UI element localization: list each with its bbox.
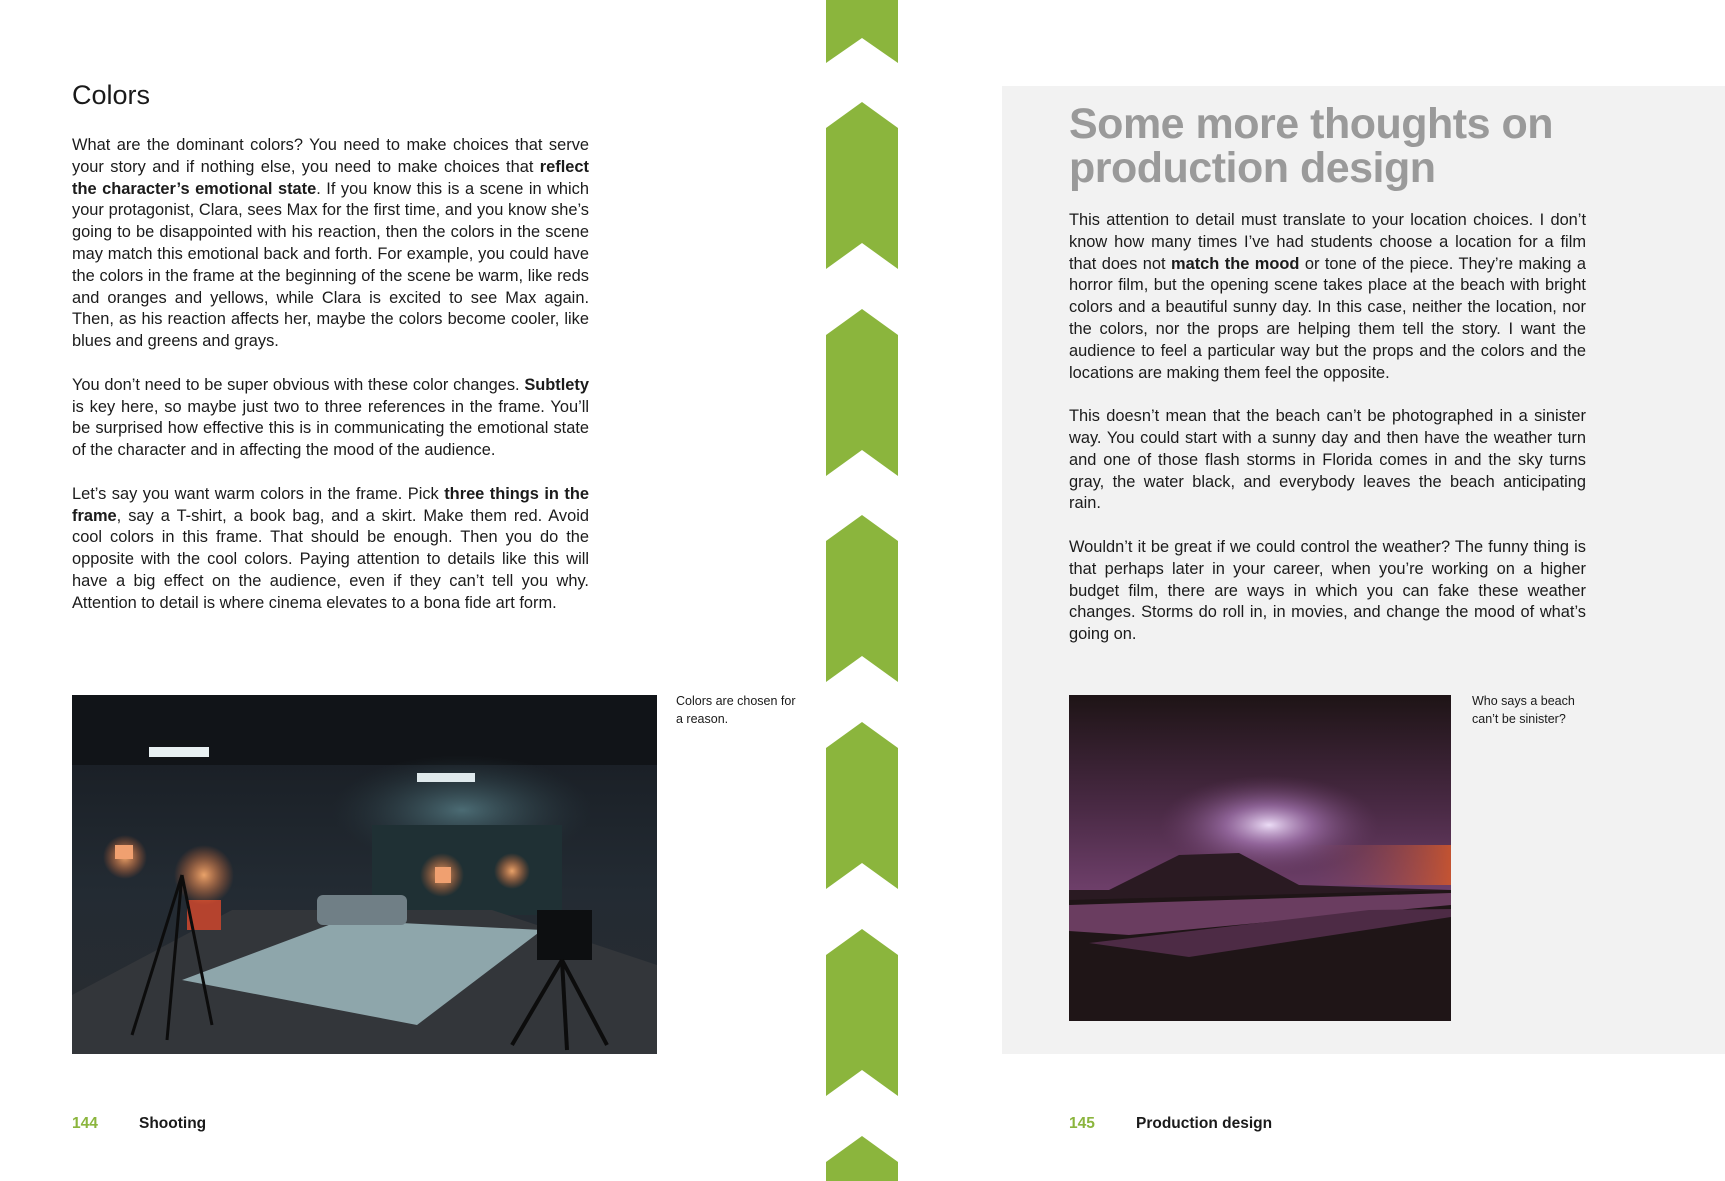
body-paragraph (72, 375, 589, 462)
paragraph-text: is key here, so maybe just two to three references in the frame. You’ll be surprised how effective this is in communicating the emotional state of the character and in affecting the mood of the audience. (72, 397, 589, 460)
spine-chevron-strip (826, 0, 898, 1181)
right-body-text (1069, 210, 1586, 668)
chevron-arrow-icons (826, 0, 898, 1181)
right-running-footer: Production design (1136, 1115, 1273, 1132)
left-running-footer: Shooting (139, 1115, 207, 1132)
paragraph-text: , say a T-shirt, a book bag, and a skirt. Make them red. Avoid cool colors in this frame. That should be enough. Then you do the opposite with the cool colors. Paying attention to details like this will have a big effect on the audience, even if they can’t tell you why. Attention to detail is where cinema elevates to a bona fide art form. (72, 506, 589, 612)
paragraph-text: This doesn’t mean that the beach can’t be photographed in a sinister way. You could start with a sunny day and then have the weather turn and one of those flash storms in Florida comes in and the sky turns gray, the water black, and everybody leaves the beach anticipating rain. (1069, 407, 1586, 513)
stormy-beach-photo (1069, 695, 1451, 1021)
body-paragraph (1069, 210, 1586, 384)
left-photo-caption: Colors are chosen for a reason. (676, 694, 796, 726)
body-paragraph (1069, 537, 1586, 646)
body-paragraph (72, 135, 589, 353)
body-paragraph (72, 484, 589, 615)
right-photo-caption: Who says a beach can’t be sinister? (1472, 694, 1575, 726)
section-heading-colors: Colors (72, 80, 151, 110)
paragraph-text: Let’s say you want warm colors in the frame. Pick (72, 484, 445, 503)
paragraph-text: . If you know this is a scene in which your protagonist, Clara, sees Max for the first time, and you know she’s going to be disappointed with his reaction, then the colors in the scene may match this emotional back and forth. For example, you could have the colors in the frame at the beginning of the scene be warm, like reds and oranges and yellows, while Clara is excited to see Max again. Then, as his reaction affects her, maybe the colors become cooler, like blues and greens and grays. (72, 179, 589, 351)
paragraph-text: or tone of the piece. They’re making a horror film, but the opening scene takes place at the beach with bright colors and a beautiful sunny day. In this case, neither the location, nor the colors, nor the props are helping them tell the story. I want the audience to feel a particular way but the props and the colors and the locations are making them feel the opposite. (1069, 254, 1586, 382)
paragraph-text: What are the dominant colors? You need to make choices that serve your story and if nothing else, you need to make choices that (72, 136, 589, 176)
emphasis-text: three things in the frame (72, 484, 589, 525)
emphasis-text: reflect the character’s emotional state (72, 157, 589, 198)
left-page-number: 144 (72, 1115, 98, 1132)
film-studio-photo (72, 695, 657, 1054)
body-paragraph (1069, 406, 1586, 515)
emphasis-text: match the mood (1171, 254, 1300, 273)
section-heading-production-design: Some more thoughts on production design (1069, 100, 1553, 192)
left-body-text (72, 135, 589, 636)
right-page-number: 145 (1069, 1115, 1095, 1132)
paragraph-text: Wouldn’t it be great if we could control the weather? The funny thing is that perhaps later in your career, when you’re working on a higher budget film, there are ways in which you can fake these weather changes. Storms do roll in, in movies, and change the mood of what’s going on. (1069, 537, 1586, 644)
paragraph-text: This attention to detail must translate to your location choices. I don’t know how many times I’ve had students choose a location for a film that does not (1069, 211, 1586, 273)
emphasis-text: Subtlety (524, 375, 589, 394)
paragraph-text: You don’t need to be super obvious with these color changes. (72, 375, 525, 394)
